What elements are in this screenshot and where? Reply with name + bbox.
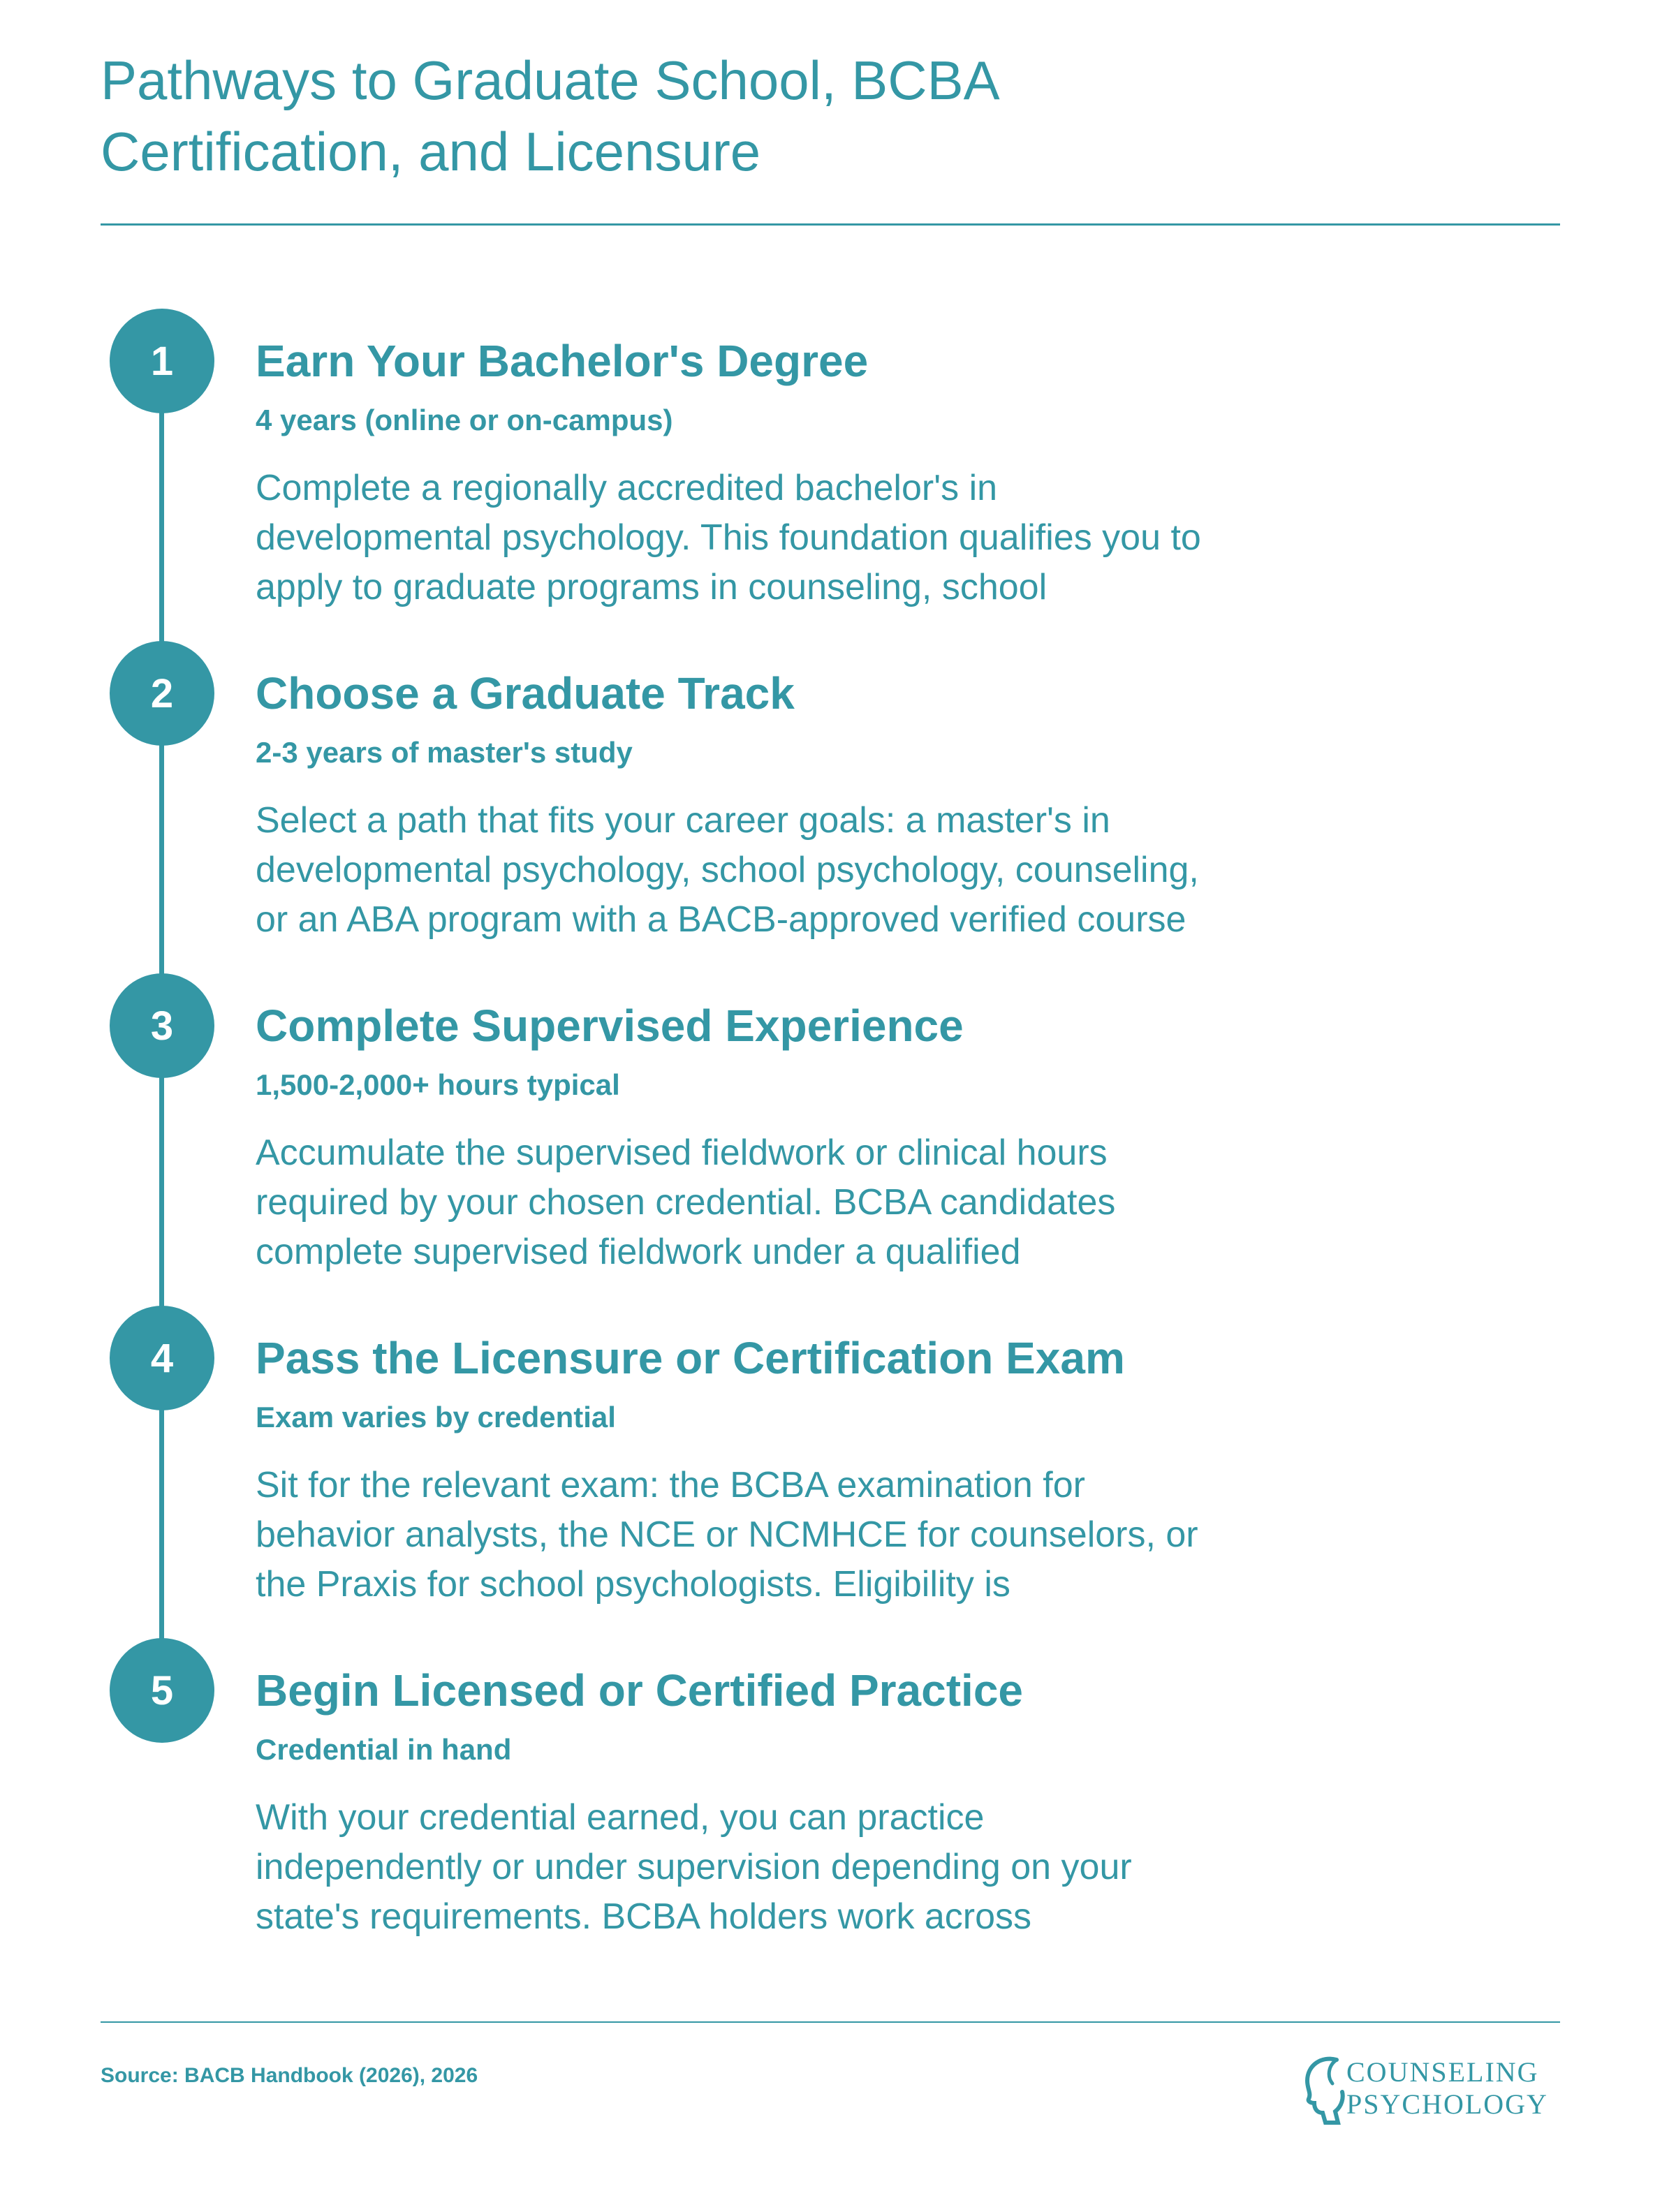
step-description <box>256 1793 1317 1942</box>
logo-wordmark-top: COUNSELING <box>1346 2056 1539 2088</box>
description-line: apply to graduate programs in counseling, school <box>256 567 1048 607</box>
description-line: the Praxis for school psychologists. Eligibility is <box>256 1564 1010 1605</box>
step-number-badge: 5 <box>110 1638 214 1743</box>
step-heading: Pass the Licensure or Certification Exam <box>256 1333 1125 1383</box>
footer-divider <box>101 2021 1560 2023</box>
step-description <box>256 796 1317 945</box>
step-number-badge: 2 <box>110 641 214 746</box>
step-number-badge: 3 <box>110 973 214 1078</box>
step-heading: Earn Your Bachelor's Degree <box>256 336 869 386</box>
description-line: developmental psychology, school psychology, counseling, <box>256 850 1199 890</box>
step-duration: 2-3 years of master's study <box>256 736 633 769</box>
step-description <box>256 1461 1317 1609</box>
step-number-badge: 1 <box>110 309 214 413</box>
step-duration: 4 years (online or on-campus) <box>256 404 673 436</box>
description-line: or an ABA program with a BACB-approved verified course <box>256 899 1186 940</box>
logo-wordmark-bottom: PSYCHOLOGY <box>1346 2088 1548 2120</box>
description-line: Complete a regionally accredited bachelor's in <box>256 468 998 508</box>
step-number-badge: 4 <box>110 1306 214 1410</box>
description-line: required by your chosen credential. BCBA candidates <box>256 1182 1116 1223</box>
step-heading: Complete Supervised Experience <box>256 1001 964 1051</box>
step-duration: Credential in hand <box>256 1733 512 1766</box>
title-line-1: Pathways to Graduate School, BCBA <box>101 50 1000 111</box>
step-duration: 1,500-2,000+ hours typical <box>256 1068 620 1101</box>
step-description <box>256 464 1317 612</box>
step-heading: Begin Licensed or Certified Practice <box>256 1665 1023 1716</box>
description-line: Select a path that fits your career goals: a master's in <box>256 800 1110 841</box>
counseling-psychology-logo <box>1300 2053 1552 2130</box>
step-description <box>256 1128 1317 1277</box>
description-line: developmental psychology. This foundation qualifies you to <box>256 517 1201 558</box>
description-line: complete supervised fieldwork under a qualified <box>256 1232 1021 1272</box>
page-title <box>101 45 1427 187</box>
description-line: independently or under supervision depending on your <box>256 1847 1132 1887</box>
step-duration: Exam varies by credential <box>256 1401 616 1433</box>
step-heading: Choose a Graduate Track <box>256 668 795 718</box>
description-line: state's requirements. BCBA holders work across <box>256 1896 1032 1937</box>
head-profile-icon <box>1300 2053 1349 2130</box>
description-line: behavior analysts, the NCE or NCMHCE for counselors, or <box>256 1514 1198 1555</box>
description-line: Sit for the relevant exam: the BCBA examination for <box>256 1465 1085 1505</box>
title-line-2: Certification, and Licensure <box>101 121 761 182</box>
description-line: With your credential earned, you can practice <box>256 1797 985 1838</box>
header-divider <box>101 223 1560 226</box>
description-line: Accumulate the supervised fieldwork or clinical hours <box>256 1133 1108 1173</box>
source-citation: Source: BACB Handbook (2026), 2026 <box>101 2064 478 2087</box>
